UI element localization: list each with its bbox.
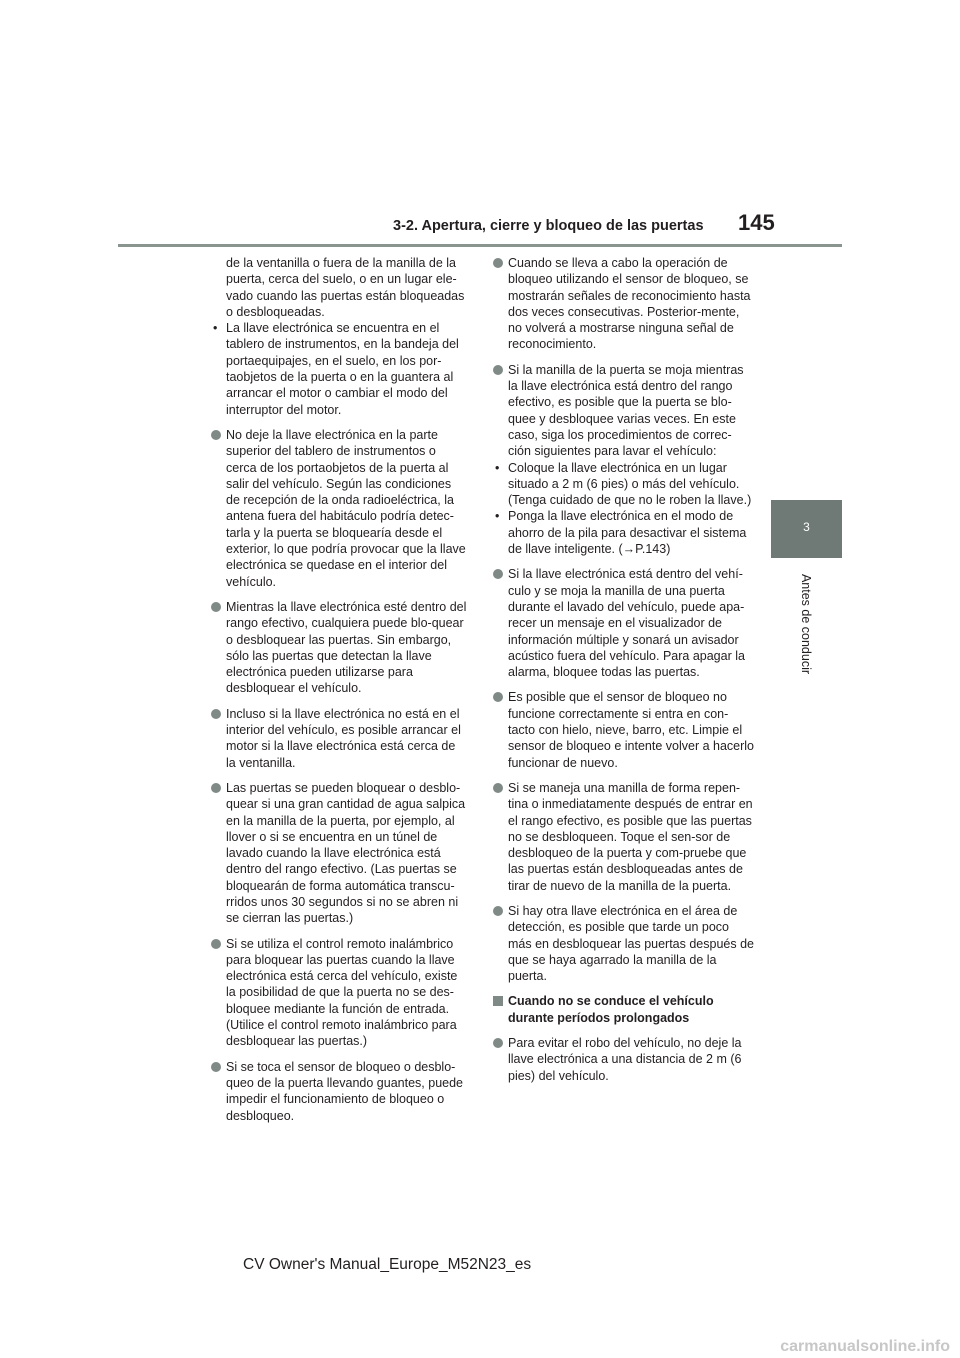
circle-bullet-icon bbox=[211, 783, 221, 793]
circle-bullet-icon bbox=[493, 365, 503, 375]
list-item: Es posible que el sensor de bloqueo no funcione correctamente si entra en con-tacto con hielo, nieve, barro, etc. Limpie el sensor de bloqueo e intente volver a hacerlo funcionar de nuevo. bbox=[492, 689, 754, 770]
sub-list-item: • La llave electrónica se encuentra en el tablero de instrumentos, en la bandeja del portaequipajes, en el suelo, en los por-taobjetos de la puerta o en la guantera al arrancar el motor o cambiar el modo del interruptor del motor. bbox=[213, 321, 459, 417]
square-bullet-icon bbox=[493, 996, 503, 1006]
circle-bullet-icon bbox=[493, 258, 503, 268]
continuation-sub-list bbox=[210, 320, 468, 418]
circle-bullet-icon bbox=[493, 906, 503, 916]
chapter-number: 3 bbox=[803, 520, 810, 534]
list-item: Para evitar el robo del vehículo, no deje la llave electrónica a una distancia de 2 m (6 pies) del vehículo. bbox=[492, 1035, 754, 1084]
sub-bullet-icon: • bbox=[213, 321, 218, 336]
section-title: 3-2. Apertura, cierre y bloqueo de las puertas bbox=[393, 218, 704, 234]
list-item: Si se utiliza el control remoto inalámbrico para bloquear las puertas cuando la llave electrónica está cerca del vehículo, existe la posibilidad de que la puerta no se des-bloquee mediante la función de entrada. (Utilice el control remoto inalámbrico para desbloquear las puertas.) bbox=[210, 936, 468, 1050]
chapter-label-text: Antes de conducir bbox=[799, 573, 813, 675]
circle-bullet-icon bbox=[493, 692, 503, 702]
circle-bullet-icon bbox=[211, 1062, 221, 1072]
circle-bullet-icon bbox=[211, 430, 221, 440]
circle-bullet-icon bbox=[211, 939, 221, 949]
circle-bullet-icon bbox=[211, 709, 221, 719]
circle-bullet-icon bbox=[493, 783, 503, 793]
sub-list-item: • Ponga la llave electrónica en el modo de ahorro de la pila para desactivar el sistema de llave inteligente. (→P.143) bbox=[495, 509, 747, 557]
sub-list-item: • Coloque la llave electrónica en un lugar situado a 2 m (6 pies) o más del vehículo. (Tenga cuidado de que no le roben la llave.) bbox=[495, 460, 752, 508]
list-item: Si se toca el sensor de bloqueo o desblo-queo de la puerta llevando guantes, puede impedir el funcionamiento de bloqueo o desbloqueo. bbox=[210, 1059, 468, 1124]
sub-bullet-icon: • bbox=[495, 460, 500, 475]
circle-bullet-icon bbox=[493, 1038, 503, 1048]
sub-list bbox=[492, 460, 754, 558]
list-item: Si la manilla de la puerta se moja mientras la llave electrónica está dentro del rango efectivo, es posible que la puerta se blo-quee y desbloquee varias veces. En este caso, siga los procedimientos de correc-ción siguientes para lavar el vehículo: bbox=[492, 362, 754, 460]
right-column bbox=[492, 255, 754, 1093]
list-item: Incluso si la llave electrónica no está en el interior del vehículo, es posible arrancar el motor si la llave electrónica está cerca de la ventanilla. bbox=[210, 706, 468, 771]
sub-bullet-icon: • bbox=[495, 509, 500, 524]
watermark: carmanualsonline.info bbox=[780, 1338, 950, 1355]
page-number: 145 bbox=[738, 210, 775, 235]
list-item: Las puertas se pueden bloquear o desblo-quear si una gran cantidad de agua salpica en la manilla de la puerta, por ejemplo, al llover o si se encuentra en un túnel de lavado cuando la llave electrónica está dentro del rango efectivo. (Las puertas se bloquearán de forma automática transcu-rridos unos 30 segundos si no se abren ni se cierran las puertas.) bbox=[210, 780, 468, 927]
manual-name-footer: CV Owner's Manual_Europe_M52N23_es bbox=[243, 1256, 532, 1273]
header-rule bbox=[118, 244, 842, 247]
list-item: Cuando se lleva a cabo la operación de bloqueo utilizando el sensor de bloqueo, se mostrarán señales de reconocimiento hasta dos veces consecutivas. Posterior-mente, no volverá a mostrarse ninguna señal de reconocimiento. bbox=[492, 255, 754, 353]
list-item: Mientras la llave electrónica esté dentro del rango efectivo, cualquiera puede blo-quear o desbloquear las puertas. Sin embargo, sólo las puertas que detectan la llave electrónica pueden utilizarse para desbloquear el vehículo. bbox=[210, 599, 468, 697]
list-item: No deje la llave electrónica en la parte superior del tablero de instrumentos o cerca de los portaobjetos de la puerta al salir del vehículo. Según las condiciones de recepción de la onda radioeléctrica, la antena fuera del habitáculo podría detec-tarla y la puerta se bloquearía desde el exterior, lo que podría provocar que la llave electrónica se quedase en el interior del vehículo. bbox=[210, 427, 468, 590]
list-item: Si la llave electrónica está dentro del vehí-culo y se moja la manilla de una puerta durante el lavado del vehículo, puede apa-recer un mensaje en el visualizador de información múltiple y sonará un avisador acústico fuera del vehículo. Para apagar la alarma, bloquee todas las puertas. bbox=[492, 566, 754, 680]
circle-bullet-icon bbox=[493, 569, 503, 579]
list-item: Si hay otra llave electrónica en el área de detección, es posible que tarde un poco más en desbloquear las puertas después de que se haya agarrado la manilla de la puerta. bbox=[492, 903, 754, 984]
continuation-text: de la ventanilla o fuera de la manilla de la puerta, cerca del suelo, o en un lugar ele-vado cuando las puertas están bloqueadas o desbloqueadas. bbox=[226, 256, 465, 319]
subsection-heading: Cuando no se conduce el vehículo durante períodos prolongados bbox=[492, 993, 754, 1026]
list-item: Si se maneja una manilla de forma repen-tina o inmediatamente después de entrar en el rango efectivo, es posible que las puertas no se desbloqueen. Toque el sen-sor de desbloqueo de la puerta y com-pruebe que las puertas están desbloqueadas antes de tirar de nuevo de la manilla de la puerta. bbox=[492, 780, 754, 894]
chapter-label bbox=[781, 564, 831, 684]
left-column bbox=[210, 255, 468, 1133]
circle-bullet-icon bbox=[211, 602, 221, 612]
chapter-tab bbox=[771, 500, 842, 558]
